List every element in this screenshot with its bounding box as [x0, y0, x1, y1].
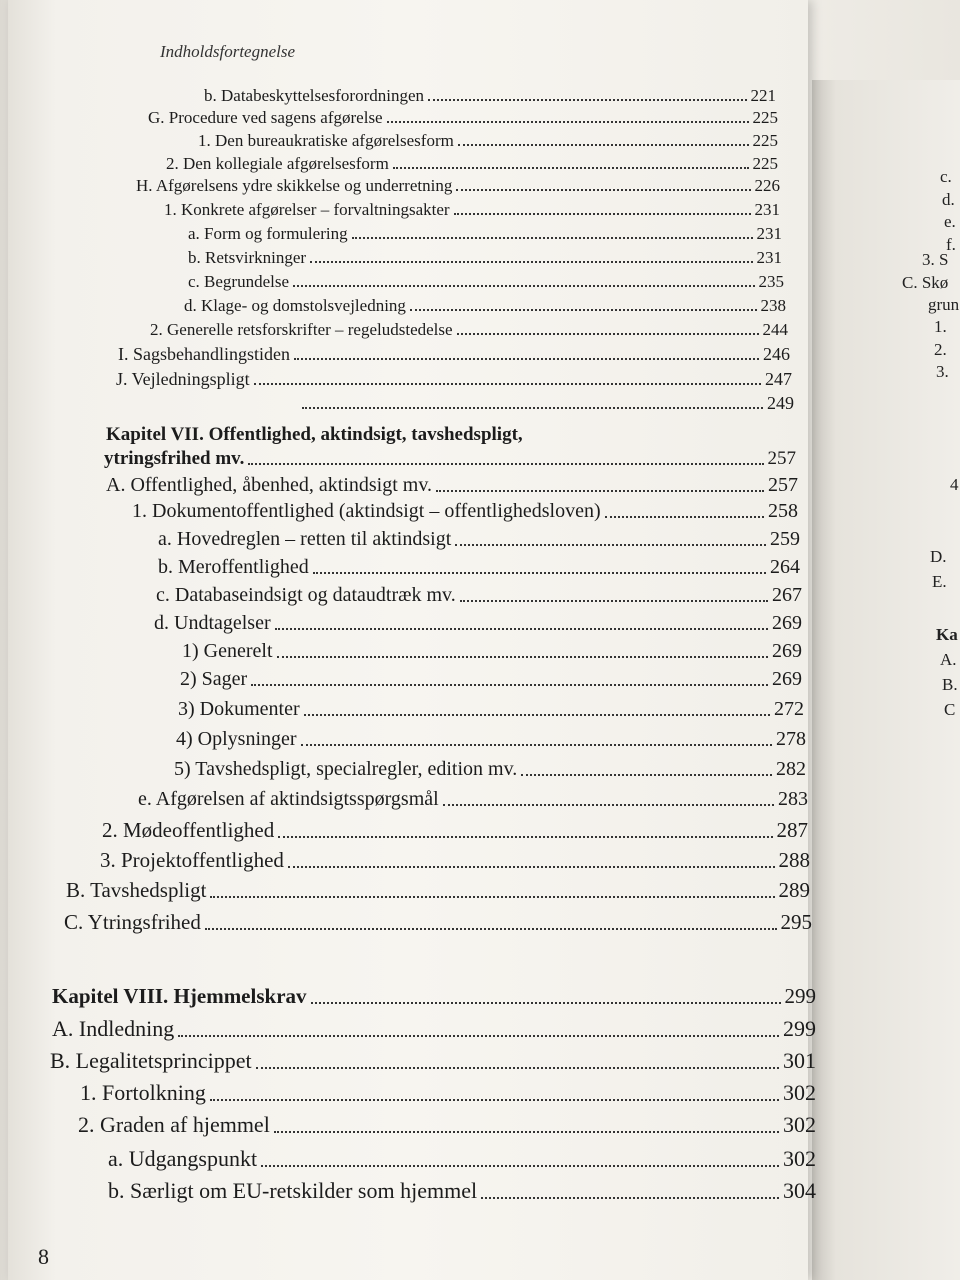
toc-entry	[136, 176, 780, 196]
adjacent-page-fragment: D.	[930, 547, 947, 566]
leader-dots	[352, 237, 753, 239]
toc-entry	[106, 474, 798, 497]
toc-entry	[180, 668, 802, 691]
toc-entry-page: 231	[754, 200, 780, 219]
leader-dots	[410, 309, 757, 311]
toc-entry-label: 2. Generelle retsforskrifter – regeludstedelse	[150, 320, 453, 339]
toc-entry	[198, 131, 778, 151]
leader-dots	[210, 896, 774, 898]
toc-entry-page: 247	[765, 369, 792, 389]
toc-entry-label: b. Særligt om EU-retskilder som hjemmel	[108, 1178, 478, 1203]
leader-dots	[436, 490, 764, 492]
toc-entry-page: 258	[768, 500, 798, 522]
toc-entry-page: 226	[754, 176, 780, 195]
leader-dots	[278, 836, 772, 838]
adjacent-page-fragment: 4	[950, 475, 959, 494]
toc-entry-page: 302	[783, 1146, 816, 1171]
toc-entry-page: 259	[770, 528, 800, 550]
toc-entry	[80, 1080, 816, 1106]
toc-entry-label: a. Hovedreglen – retten til aktindsigt	[158, 528, 452, 550]
toc-entry-label: 2) Sager	[180, 668, 248, 690]
toc-entry	[78, 1112, 816, 1138]
toc-entry-label: Kapitel VIII. Hjemmelskrav	[52, 984, 307, 1008]
toc-entry-label: 2. Mødeoffentlighed	[102, 818, 275, 842]
running-header: Indholdsfortegnelse	[160, 42, 296, 61]
toc-entry	[52, 1016, 816, 1042]
toc-entry-page: 282	[776, 758, 806, 780]
leader-dots	[521, 774, 772, 776]
toc-entry	[158, 556, 800, 579]
toc-entry-label: 2. Den kollegiale afgørelsesform	[166, 154, 389, 173]
toc-entry	[166, 154, 778, 174]
toc-entry	[108, 1178, 816, 1204]
toc-entry-page: 225	[752, 131, 778, 150]
toc-entry-label: c. Begrundelse	[188, 272, 290, 291]
toc-entry-label: 4) Oplysninger	[176, 728, 297, 750]
toc-entry-label: C. Ytringsfrihed	[64, 910, 201, 934]
toc-entry-label: d. Undtagelser	[154, 612, 271, 634]
toc-entry	[188, 248, 782, 268]
toc-entry	[66, 878, 810, 903]
toc-entry-page: 295	[780, 910, 812, 934]
toc-entry-page: 235	[758, 272, 784, 291]
leader-dots	[310, 261, 752, 263]
adjacent-page-fragment: A.	[940, 650, 957, 669]
toc-entry-page: 269	[772, 612, 802, 634]
chapter-heading	[52, 984, 816, 1009]
toc-entry-page: 249	[767, 393, 794, 413]
toc-entry-label: e. Afgørelsen af aktindsigtsspørgsmål	[138, 788, 439, 810]
toc-entry-page: 231	[756, 224, 782, 243]
toc-entry-label: B. Legalitetsprincippet	[50, 1048, 252, 1073]
toc-entry-label: A. Indledning	[52, 1016, 175, 1041]
toc-entry-label: 2. Graden af hjemmel	[78, 1112, 270, 1137]
toc-entry-label: b. Meroffentlighed	[158, 556, 309, 578]
leader-dots	[458, 144, 749, 146]
adjacent-page-fragment: f.	[946, 235, 956, 254]
toc-entry	[148, 108, 778, 128]
adjacent-page-fragment: C. Skø	[902, 273, 949, 292]
toc-entry	[64, 910, 812, 935]
toc-entry-label: 1. Konkrete afgørelser – forvaltningsakter	[164, 200, 450, 219]
leader-dots	[277, 656, 768, 658]
adjacent-page-fragment: e.	[944, 212, 956, 231]
toc-entry-page: 302	[783, 1080, 816, 1105]
adjacent-page	[812, 80, 960, 1280]
toc-entry-page: 288	[778, 848, 810, 872]
toc-entry	[132, 500, 798, 523]
toc-entry-page: 299	[784, 984, 816, 1008]
leader-dots	[293, 285, 754, 287]
leader-dots	[301, 744, 772, 746]
leader-dots	[248, 463, 763, 465]
toc-entry-label: a. Udgangspunkt	[108, 1146, 258, 1171]
adjacent-page-fragment: 1.	[934, 317, 947, 336]
adjacent-page-fragment: 3. S	[922, 250, 949, 269]
toc-entry-label: 5) Tavshedspligt, specialregler, edition mv.	[174, 758, 518, 780]
leader-dots	[311, 1002, 781, 1004]
leader-dots	[205, 928, 777, 930]
toc-entry-page: 264	[770, 556, 800, 578]
toc-entry-label: 1. Den bureaukratiske afgørelsesform	[198, 131, 454, 150]
toc-entry	[164, 200, 780, 220]
leader-dots	[428, 99, 747, 101]
toc-entry-page: 225	[752, 108, 778, 127]
toc-entry-label: 1. Dokumentoffentlighed (aktindsigt – offentlighedsloven)	[132, 500, 601, 522]
toc-entry-label: B. Tavshedspligt	[66, 878, 207, 902]
toc-entry-label: 3. Projektoffentlighed	[100, 848, 284, 872]
leader-dots	[387, 121, 749, 123]
toc-entry-label: d. Klage- og domstolsvejledning	[184, 296, 406, 315]
toc-entry-page: 221	[750, 86, 776, 105]
page-number: 8	[38, 1244, 49, 1269]
leader-dots	[256, 1067, 779, 1069]
toc-entry-label: 1. Fortolkning	[80, 1080, 206, 1105]
toc-entry-label: J. Vejledningspligt	[116, 369, 250, 389]
leader-dots	[302, 407, 763, 409]
toc-entry-page: 272	[774, 698, 804, 720]
toc-entry-label: A. Offentlighed, åbenhed, aktindsigt mv.	[106, 474, 433, 496]
toc-entry-page: 283	[778, 788, 808, 810]
toc-entry-label: b. Retsvirkninger	[188, 248, 307, 267]
toc-entry-page: 302	[783, 1112, 816, 1137]
adjacent-page-fragment: C	[944, 700, 956, 719]
toc-entry	[298, 393, 794, 414]
toc-entry	[184, 296, 786, 316]
toc-entry-page: 225	[752, 154, 778, 173]
adjacent-page-fragment: Ka	[936, 625, 958, 644]
toc-entry	[182, 640, 802, 663]
toc-entry	[100, 848, 810, 873]
toc-entry	[188, 224, 782, 244]
toc-entry-page: 269	[772, 668, 802, 690]
leader-dots	[313, 572, 766, 574]
leader-dots	[460, 600, 768, 602]
toc-entry-page: 289	[778, 878, 810, 902]
adjacent-page-fragment: c.	[940, 167, 952, 186]
toc-entry-page: 238	[760, 296, 786, 315]
toc-entry	[156, 584, 802, 607]
toc-entry	[158, 528, 800, 551]
toc-entry	[204, 86, 776, 106]
adjacent-page-fragment: 3.	[936, 362, 949, 381]
leader-dots	[443, 804, 774, 806]
toc-entry-page: 301	[783, 1048, 816, 1073]
leader-dots	[457, 333, 759, 335]
leader-dots	[261, 1165, 779, 1167]
adjacent-page-fragment: grun	[928, 295, 960, 314]
adjacent-page-fragment: E.	[932, 572, 947, 591]
toc-entry	[188, 272, 784, 292]
toc-entry	[174, 758, 806, 781]
toc-entry	[154, 612, 802, 635]
toc-entry	[178, 698, 804, 721]
chapter-heading	[104, 448, 796, 470]
leader-dots	[275, 628, 768, 630]
toc-entry-page: 246	[763, 344, 790, 364]
toc-entry-label: G. Procedure ved sagens afgørelse	[148, 108, 383, 127]
leader-dots	[456, 189, 750, 191]
toc-entry-page: 267	[772, 584, 802, 606]
toc-entry	[176, 728, 806, 751]
leader-dots	[254, 383, 761, 385]
leader-dots	[454, 213, 751, 215]
chapter-heading: Kapitel VII. Offentlighed, aktindsigt, tavshedspligt,	[106, 424, 523, 445]
toc-entry	[116, 369, 792, 390]
leader-dots	[251, 684, 768, 686]
toc-entry-page: 257	[767, 448, 796, 469]
leader-dots	[288, 866, 775, 868]
toc-entry	[50, 1048, 816, 1074]
toc-entry-page: 299	[783, 1016, 816, 1041]
toc-entry	[138, 788, 808, 811]
toc-entry-page: 257	[768, 474, 798, 496]
leader-dots	[304, 714, 770, 716]
leader-dots	[605, 516, 764, 518]
toc-entry-label: 1) Generelt	[182, 640, 273, 662]
leader-dots	[210, 1099, 779, 1101]
leader-dots	[294, 358, 759, 360]
toc-entry-page: 278	[776, 728, 806, 750]
toc-entry-label: ytringsfrihed mv.	[104, 448, 245, 469]
leader-dots	[274, 1131, 779, 1133]
toc-entry	[102, 818, 808, 843]
toc-entry	[108, 1146, 816, 1172]
toc-entry-page: 304	[783, 1178, 816, 1203]
leader-dots	[178, 1035, 779, 1037]
leader-dots	[455, 544, 766, 546]
toc-entry-label: b. Databeskyttelsesforordningen	[204, 86, 424, 105]
toc-entry-label: c. Databaseindsigt og dataudtræk mv.	[156, 584, 456, 606]
adjacent-page-fragment: d.	[942, 190, 955, 209]
toc-entry-label: 3) Dokumenter	[178, 698, 300, 720]
toc-entry-label: I. Sagsbehandlingstiden	[118, 344, 290, 364]
toc-entry	[150, 320, 788, 340]
toc-entry	[118, 344, 790, 365]
adjacent-page-fragment: B.	[942, 675, 958, 694]
toc-entry-page: 287	[776, 818, 808, 842]
toc-entry-page: 231	[756, 248, 782, 267]
leader-dots	[393, 167, 749, 169]
toc-entry-page: 244	[762, 320, 788, 339]
adjacent-page-fragment: 2.	[934, 340, 947, 359]
toc-entry-label: a. Form og formulering	[188, 224, 348, 243]
book-page	[8, 0, 816, 1280]
toc-entry-label: H. Afgørelsens ydre skikkelse og underretning	[136, 176, 453, 195]
leader-dots	[481, 1197, 779, 1199]
toc-entry-page: 269	[772, 640, 802, 662]
